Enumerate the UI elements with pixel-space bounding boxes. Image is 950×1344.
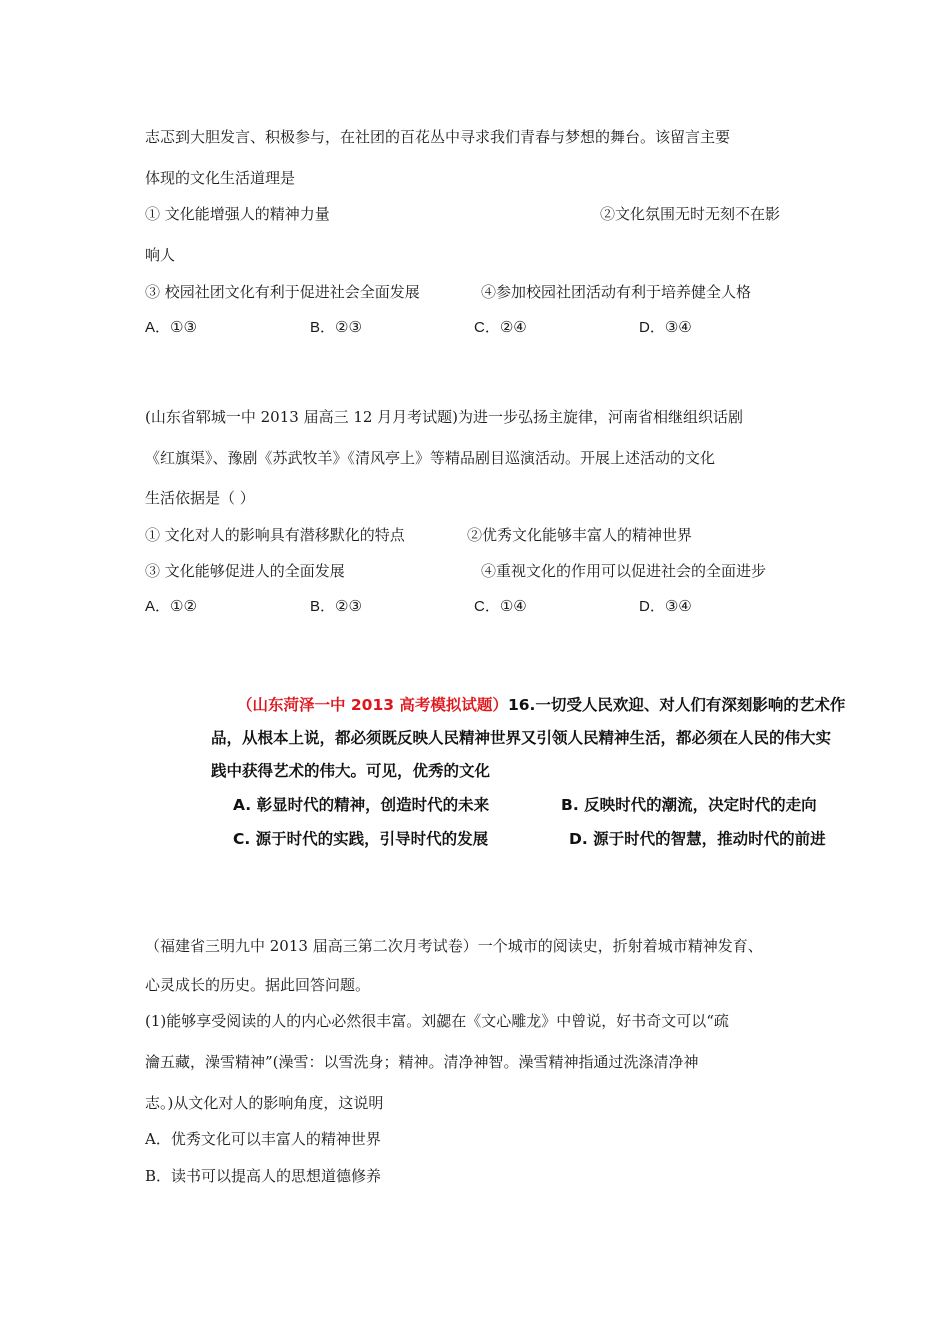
- q1-option-d: D．③④: [639, 319, 692, 336]
- q1-stem-line-1: 志忑到大胆发言、积极参与，在社团的百花丛中寻求我们青春与梦想的舞台。该留言主要: [145, 128, 731, 146]
- q3-scanned-image: [205, 688, 895, 858]
- q3-source: （山东菏泽一中 2013 高考模拟试题）: [237, 696, 508, 714]
- q3-stem-line-3: 践中获得艺术的伟大。可见，优秀的文化: [211, 762, 491, 780]
- q1-option-b: B．②③: [310, 319, 362, 336]
- q2-statement-1: ① 文化对人的影响具有潜移默化的特点: [145, 526, 405, 544]
- q3-option-d: D. 源于时代的智慧，推动时代的前进: [569, 830, 826, 848]
- q4-stem-line-2: 心灵成长的历史。据此回答问题。: [145, 976, 371, 994]
- q3-option-a: A. 彰显时代的精神，创造时代的未来: [233, 796, 490, 814]
- q4-stem-line-3: (1)能够享受阅读的人的内心必然很丰富。刘勰在《文心雕龙》中曾说，好书奇文可以“疏: [145, 1012, 729, 1030]
- q3-option-c: C. 源于时代的实践，引导时代的发展: [233, 830, 489, 848]
- q3-option-b: B. 反映时代的潮流，决定时代的走向: [561, 796, 817, 814]
- q1-statement-2: ②文化氛围无时无刻不在影: [600, 205, 781, 223]
- q2-stem-line-3: 生活依据是（ ）: [145, 489, 255, 507]
- q2-statement-2: ②优秀文化能够丰富人的精神世界: [467, 526, 693, 544]
- q4-stem-line-4: 瀹五藏，澡雪精神”(澡雪：以雪洗身；精神。清净神智。澡雪精神指通过洗涤清净神: [145, 1053, 699, 1071]
- q1-statement-3: ③ 校园社团文化有利于促进社会全面发展: [145, 283, 420, 301]
- q3-stem-text: 16.一切受人民欢迎、对人们有深刻影响的艺术作: [507, 696, 846, 714]
- q2-option-c: C．①④: [474, 598, 527, 615]
- q1-option-a: A．①③: [145, 319, 197, 336]
- q1-stem-line-2: 体现的文化生活道理是: [145, 169, 296, 187]
- q1-statement-2-cont: 响人: [145, 246, 176, 264]
- q1-statement-4: ④参加校园社团活动有利于培养健全人格: [481, 283, 752, 301]
- q4-option-a: A．优秀文化可以丰富人的精神世界: [145, 1130, 381, 1148]
- q2-option-b: B．②③: [310, 598, 362, 615]
- q3-stem-line-1: [237, 694, 845, 716]
- q4-option-b: B．读书可以提高人的思想道德修养: [145, 1167, 382, 1185]
- q2-option-d: D．③④: [639, 598, 692, 615]
- q1-statement-1: ① 文化能增强人的精神力量: [145, 205, 330, 223]
- q2-option-a: A．①②: [145, 598, 197, 615]
- q4-stem-line-5: 志。)从文化对人的影响角度，这说明: [145, 1094, 384, 1112]
- q2-statement-4: ④重视文化的作用可以促进社会的全面进步: [481, 562, 767, 580]
- q2-statement-3: ③ 文化能够促进人的全面发展: [145, 562, 345, 580]
- q2-stem-line-1: (山东省郓城一中 2013 届高三 12 月月考试题)为进一步弘扬主旋律，河南省相继组织话剧: [145, 408, 744, 426]
- q1-option-c: C．②④: [474, 319, 527, 336]
- q2-stem-line-2: 《红旗渠》、豫剧《苏武牧羊》《清风亭上》等精品剧目巡演活动。开展上述活动的文化: [145, 449, 716, 467]
- q4-stem-line-1: （福建省三明九中 2013 届高三第二次月考试卷）一个城市的阅读史，折射着城市精神发育、: [145, 937, 763, 955]
- q3-stem-line-2: 品，从根本上说，都必须既反映人民精神世界又引领人民精神生活，都必须在人民的伟大实: [211, 729, 832, 747]
